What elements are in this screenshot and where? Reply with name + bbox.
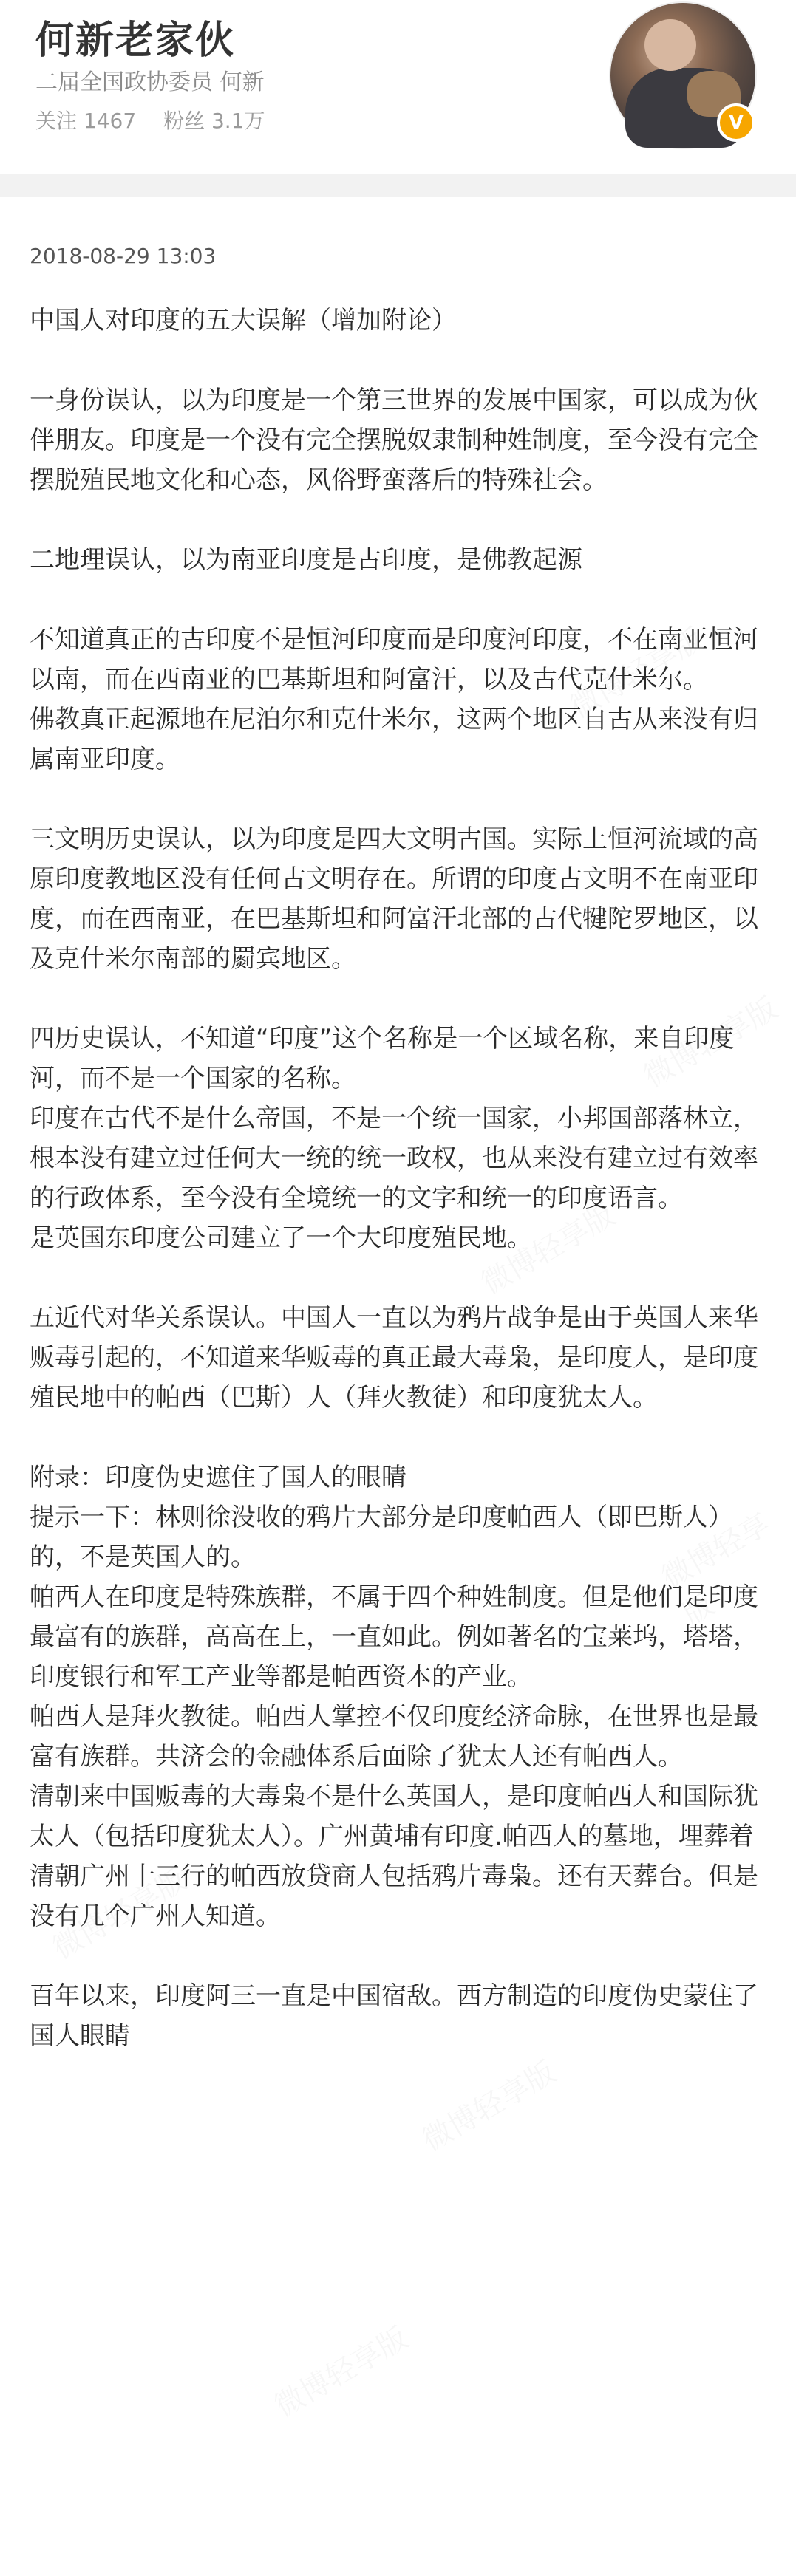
post-paragraph: 四历史误认，不知道“印度”这个名称是一个区域名称，来自印度河，而不是一个国家的名称。 印度在古代不是什么帝国，不是一个统一国家，小邦国部落林立，根本没有建立过任何大一统的统一政权，也从来没有建立过有效率的行政体系，至今没有全境统一的文字和统一的印度语言。 是英国东印度公司建立了一个大印度殖民地。 — [30, 1024, 758, 1253]
verified-badge-icon: V — [717, 103, 755, 142]
profile-name[interactable]: 何新老家伙 — [35, 18, 236, 63]
watermark — [265, 2315, 415, 2425]
post-paragraph: 五近代对华关系误认。中国人一直以为鸦片战争是由于英国人来华贩毒引起的，不知道来华贩毒的真正最大毒枭，是印度人，是印度殖民地中的帕西（巴斯）人（拜火教徒）和印度犹太人。 — [30, 1303, 758, 1412]
post-body — [30, 244, 769, 2096]
section-divider — [0, 174, 796, 197]
profile-stats — [35, 105, 286, 134]
post-paragraph: 一身份误认，以为印度是一个第三世界的发展中国家，可以成为伙伴朋友。印度是一个没有完全摆脱奴隶制种姓制度，至今没有完全摆脱殖民地文化和心态，风俗野蛮落后的特殊社会。 — [30, 386, 758, 495]
post-paragraph: 不知道真正的古印度不是恒河印度而是印度河印度，不在南亚恒河以南，而在西南亚的巴基斯坦和阿富汗，以及古代克什米尔。 佛教真正起源地在尼泊尔和克什米尔，这两个地区自古从来没有归属南亚印度。 — [30, 625, 758, 774]
follow-count[interactable]: 关注 1467 — [35, 109, 137, 133]
post-paragraph: 附录：印度伪史遮住了国人的眼睛 提示一下：林则徐没收的鸦片大部分是印度帕西人（即巴斯人）的，不是英国人的。 帕西人在印度是特殊族群，不属于四个种姓制度。但是他们是印度最富有的族群，高高在上，一直如此。例如著名的宝莱坞，塔塔，印度银行和军工产业等都是帕西资本的产业。 帕西人是拜火教徒。帕西人掌控不仅印度经济命脉，在世界也是最富有族群。共济会的金融体系后面除了犹太人还有帕西人。 清朝来中国贩毒的大毒枭不是什么英国人，是印度帕西人和国际犹太人（包括印度犹太人）。广州黄埔有印度.帕西人的墓地，埋葬着清朝广州十三行的帕西放贷商人包括鸦片毒枭。还有天葬台。但是没有几个广州人知道。 — [30, 1463, 758, 1931]
avatar-head-shape — [644, 19, 696, 71]
post-title: 中国人对印度的五大误解（增加附论） — [30, 306, 457, 335]
profile-header — [0, 0, 796, 170]
post-paragraph: 百年以来，印度阿三一直是中国宿敌。西方制造的印度伪史蒙住了国人眼睛 — [30, 1981, 758, 2051]
post-paragraph: 三文明历史误认，以为印度是四大文明古国。实际上恒河流域的高原印度教地区没有任何古文明存在。所谓的印度古文明不在南亚印度，而在西南亚，在巴基斯坦和阿富汗北部的古代犍陀罗地区，以及克什米尔南部的罽宾地区。 — [30, 824, 758, 974]
post-paragraph: 二地理误认，以为南亚印度是古印度，是佛教起源 — [30, 545, 582, 575]
post-timestamp: 2018-08-29 13:03 — [30, 244, 217, 268]
fans-count[interactable]: 粉丝 3.1万 — [163, 109, 265, 133]
profile-subtitle: 二届全国政协委员 何新 — [35, 69, 265, 95]
